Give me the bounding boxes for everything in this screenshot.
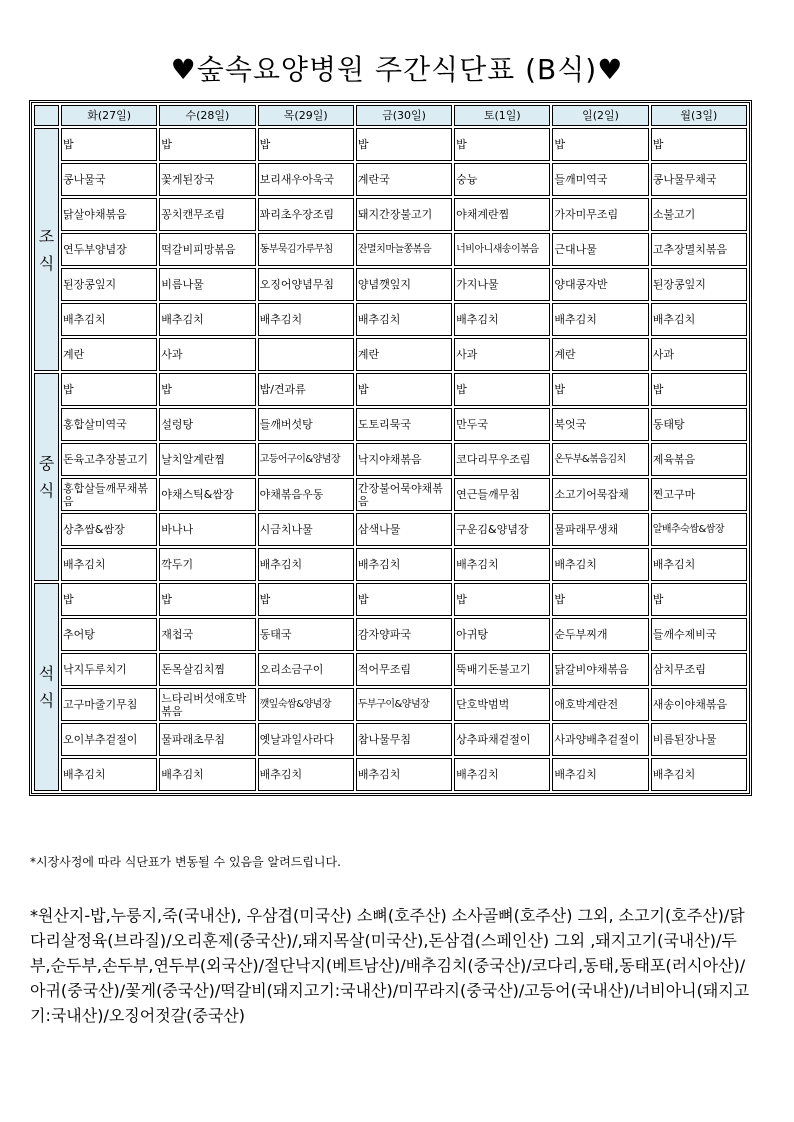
menu-cell: 양념깻잎지 (356, 268, 452, 301)
menu-cell: 적어무조림 (356, 653, 452, 686)
menu-cell: 상추파채겉절이 (454, 723, 550, 756)
day-header: 화(27일) (61, 105, 157, 126)
menu-cell: 제육볶음 (651, 443, 747, 476)
menu-cell: 찐고구마 (651, 478, 747, 511)
menu-cell: 야채계란찜 (454, 198, 550, 231)
menu-cell: 추어탕 (61, 618, 157, 651)
day-header: 일(2일) (552, 105, 648, 126)
menu-cell: 밥 (258, 583, 354, 616)
menu-cell: 낙지야채볶음 (356, 443, 452, 476)
menu-cell: 배추김치 (258, 758, 354, 791)
menu-cell: 배추김치 (356, 548, 452, 581)
menu-cell: 꽈리초우장조림 (258, 198, 354, 231)
menu-cell: 참나물무침 (356, 723, 452, 756)
menu-cell: 고구마줄기무침 (61, 688, 157, 721)
menu-row (34, 373, 747, 406)
menu-cell: 연근들깨무침 (454, 478, 550, 511)
menu-cell: 느타리버섯애호박볶음 (159, 688, 255, 721)
menu-row (34, 618, 747, 651)
menu-cell: 고등어구이&양념장 (258, 443, 354, 476)
menu-cell: 재첩국 (159, 618, 255, 651)
menu-cell: 소고기어묵잡채 (552, 478, 648, 511)
menu-cell: 계란 (552, 338, 648, 371)
day-header: 수(28일) (159, 105, 255, 126)
menu-cell: 배추김치 (454, 303, 550, 336)
menu-row (34, 233, 747, 266)
menu-cell: 배추김치 (552, 303, 648, 336)
menu-cell: 들깨수제비국 (651, 618, 747, 651)
meal-label-char: 식 (38, 691, 55, 710)
menu-cell: 배추김치 (61, 303, 157, 336)
menu-row (34, 653, 747, 686)
menu-cell: 동태탕 (651, 408, 747, 441)
menu-cell: 간장불어묵야채볶음 (356, 478, 452, 511)
menu-cell: 사과 (159, 338, 255, 371)
menu-cell: 온두부&볶음김치 (552, 443, 648, 476)
menu-cell: 배추김치 (258, 303, 354, 336)
menu-cell: 삼색나물 (356, 513, 452, 546)
menu-cell: 소불고기 (651, 198, 747, 231)
menu-cell: 고추장멸치볶음 (651, 233, 747, 266)
menu-cell: 야채볶음우동 (258, 478, 354, 511)
day-header: 월(3일) (651, 105, 747, 126)
menu-cell: 밥 (258, 128, 354, 161)
meal-label-char: 석 (38, 664, 55, 683)
menu-cell: 아귀탕 (454, 618, 550, 651)
menu-cell: 밥 (651, 373, 747, 406)
menu-cell: 배추김치 (552, 758, 648, 791)
menu-cell: 계란국 (356, 163, 452, 196)
meal-label-char: 식 (38, 481, 55, 500)
menu-cell: 밥 (651, 583, 747, 616)
menu-cell: 설렁탕 (159, 408, 255, 441)
menu-row (34, 583, 747, 616)
menu-cell: 낙지두루치기 (61, 653, 157, 686)
meal-label-char: 중 (38, 454, 55, 473)
menu-cell: 알배추숙쌈&쌈장 (651, 513, 747, 546)
menu-row (34, 163, 747, 196)
menu-cell: 사과 (454, 338, 550, 371)
menu-cell: 닭갈비야채볶음 (552, 653, 648, 686)
menu-cell (258, 338, 354, 371)
menu-cell: 밥 (61, 583, 157, 616)
menu-cell: 계란 (61, 338, 157, 371)
menu-cell: 오리소금구이 (258, 653, 354, 686)
menu-cell: 배추김치 (454, 758, 550, 791)
menu-row (34, 548, 747, 581)
menu-row (34, 408, 747, 441)
menu-cell: 배추김치 (552, 548, 648, 581)
menu-cell: 된장콩잎지 (61, 268, 157, 301)
menu-cell: 오징어양념무침 (258, 268, 354, 301)
menu-cell: 콩나물국 (61, 163, 157, 196)
menu-cell: 배추김치 (651, 548, 747, 581)
menu-cell: 밥 (159, 583, 255, 616)
menu-cell: 밥 (61, 373, 157, 406)
meal-label (34, 128, 59, 371)
menu-cell: 물파래초무침 (159, 723, 255, 756)
menu-cell: 날치알계란찜 (159, 443, 255, 476)
menu-row (34, 443, 747, 476)
menu-cell: 밥 (454, 128, 550, 161)
menu-cell: 물파래무생채 (552, 513, 648, 546)
menu-cell: 동태국 (258, 618, 354, 651)
header-corner (34, 105, 59, 126)
meal-label-char: 식 (38, 253, 55, 273)
menu-cell: 오이부추겉절이 (61, 723, 157, 756)
day-header: 금(30일) (356, 105, 452, 126)
menu-cell: 계란 (356, 338, 452, 371)
menu-cell: 꽁치캔무조림 (159, 198, 255, 231)
menu-cell: 뚝배기돈불고기 (454, 653, 550, 686)
menu-cell: 배추김치 (651, 758, 747, 791)
menu-cell: 동부묵김가루무침 (258, 233, 354, 266)
menu-cell: 밥 (356, 373, 452, 406)
menu-cell: 비름나물 (159, 268, 255, 301)
menu-cell: 깍두기 (159, 548, 255, 581)
menu-cell: 된장콩잎지 (651, 268, 747, 301)
menu-cell: 배추김치 (651, 303, 747, 336)
menu-cell: 감자양파국 (356, 618, 452, 651)
menu-row (34, 303, 747, 336)
menu-cell: 보리새우아욱국 (258, 163, 354, 196)
meal-label (34, 373, 59, 581)
menu-cell: 순두부찌개 (552, 618, 648, 651)
menu-cell: 단호박범벅 (454, 688, 550, 721)
menu-cell: 새송이야채볶음 (651, 688, 747, 721)
menu-cell: 배추김치 (159, 303, 255, 336)
menu-cell: 깻잎숙쌈&양념장 (258, 688, 354, 721)
menu-row (34, 478, 747, 511)
menu-cell: 배추김치 (356, 303, 452, 336)
menu-cell: 배추김치 (159, 758, 255, 791)
menu-cell: 밥/견과류 (258, 373, 354, 406)
menu-row (34, 128, 747, 161)
menu-cell: 옛날과일사라다 (258, 723, 354, 756)
menu-cell: 밥 (552, 128, 648, 161)
menu-cell: 배추김치 (258, 548, 354, 581)
menu-cell: 밥 (159, 373, 255, 406)
menu-cell: 돈목살김치찜 (159, 653, 255, 686)
menu-cell: 상추쌈&쌈장 (61, 513, 157, 546)
menu-cell: 밥 (454, 373, 550, 406)
menu-cell: 숭늉 (454, 163, 550, 196)
menu-cell: 야채스틱&쌈장 (159, 478, 255, 511)
menu-cell: 바나나 (159, 513, 255, 546)
menu-cell: 밥 (356, 128, 452, 161)
menu-cell: 밥 (159, 128, 255, 161)
menu-cell: 밥 (356, 583, 452, 616)
meal-label-char: 조 (38, 226, 55, 246)
menu-cell: 만두국 (454, 408, 550, 441)
menu-cell: 밥 (651, 128, 747, 161)
menu-cell: 홍합살들깨무채볶음 (61, 478, 157, 511)
menu-cell: 근대나물 (552, 233, 648, 266)
menu-cell: 들깨버섯탕 (258, 408, 354, 441)
menu-cell: 홍합살미역국 (61, 408, 157, 441)
menu-cell: 떡갈비피망볶음 (159, 233, 255, 266)
menu-cell: 도토리묵국 (356, 408, 452, 441)
menu-row (34, 513, 747, 546)
menu-row (34, 338, 747, 371)
menu-cell: 북엇국 (552, 408, 648, 441)
menu-row (34, 688, 747, 721)
menu-cell: 가자미무조림 (552, 198, 648, 231)
menu-cell: 꽃게된장국 (159, 163, 255, 196)
menu-cell: 돼지간장불고기 (356, 198, 452, 231)
menu-body (34, 128, 747, 791)
menu-cell: 잔멸치마늘쫑볶음 (356, 233, 452, 266)
day-header: 목(29일) (258, 105, 354, 126)
menu-cell: 시금치나물 (258, 513, 354, 546)
day-header-row (34, 105, 747, 126)
menu-row (34, 758, 747, 791)
menu-row (34, 268, 747, 301)
menu-cell: 배추김치 (61, 548, 157, 581)
menu-cell: 밥 (552, 583, 648, 616)
menu-cell: 삼치무조림 (651, 653, 747, 686)
menu-cell: 두부구이&양념장 (356, 688, 452, 721)
menu-cell: 사과양배추겉절이 (552, 723, 648, 756)
menu-cell: 가지나물 (454, 268, 550, 301)
menu-cell: 사과 (651, 338, 747, 371)
menu-cell: 밥 (61, 128, 157, 161)
menu-cell: 양대콩자반 (552, 268, 648, 301)
menu-cell: 콩나물무채국 (651, 163, 747, 196)
menu-change-notice: *시장사정에 따라 식단표가 변동될 수 있음을 알려드립니다. (30, 855, 341, 869)
menu-cell: 애호박계란전 (552, 688, 648, 721)
menu-cell: 구운김&양념장 (454, 513, 550, 546)
menu-row (34, 198, 747, 231)
menu-cell: 배추김치 (454, 548, 550, 581)
origin-notice: *원산지-밥,누룽지,죽(국내산), 우삼겹(미국산) 소뼈(호주산) 소사골뼈(호주산) 그외, 소고기(호주산)/닭다리살정육(브라질)/오리훈제(중국산)/,돼지목살(미국산),돈삼겹(스페인산) 그외 ,돼지고기(국내산)/두부,순두부,손두부,연두부(외국산)/절단낙지(베트남산)/배추김치(중국산)/코다리,동태,동태포(러시아산)/아귀(중국산)/꽃게(중국산)/떡갈비(돼지고기:국내산)/미꾸라지(중국산)/고등어(국내산)/너비아니(돼지고기:국내산)/오징어젓갈(중국산) (30, 906, 750, 1025)
page-title: ♥숲속요양병원 주간식단표 (B식)♥ (170, 53, 624, 86)
menu-cell: 밥 (454, 583, 550, 616)
menu-cell: 닭살야채볶음 (61, 198, 157, 231)
menu-cell: 너비아니새송이볶음 (454, 233, 550, 266)
menu-cell: 연두부양념장 (61, 233, 157, 266)
menu-cell: 밥 (552, 373, 648, 406)
menu-cell: 배추김치 (61, 758, 157, 791)
day-header: 토(1일) (454, 105, 550, 126)
menu-cell: 비름된장나물 (651, 723, 747, 756)
meal-label (34, 583, 59, 791)
menu-row (34, 723, 747, 756)
menu-cell: 들깨미역국 (552, 163, 648, 196)
menu-cell: 배추김치 (356, 758, 452, 791)
menu-cell: 돈육고추장불고기 (61, 443, 157, 476)
menu-cell: 코다리무우조림 (454, 443, 550, 476)
weekly-menu-table (29, 100, 752, 796)
